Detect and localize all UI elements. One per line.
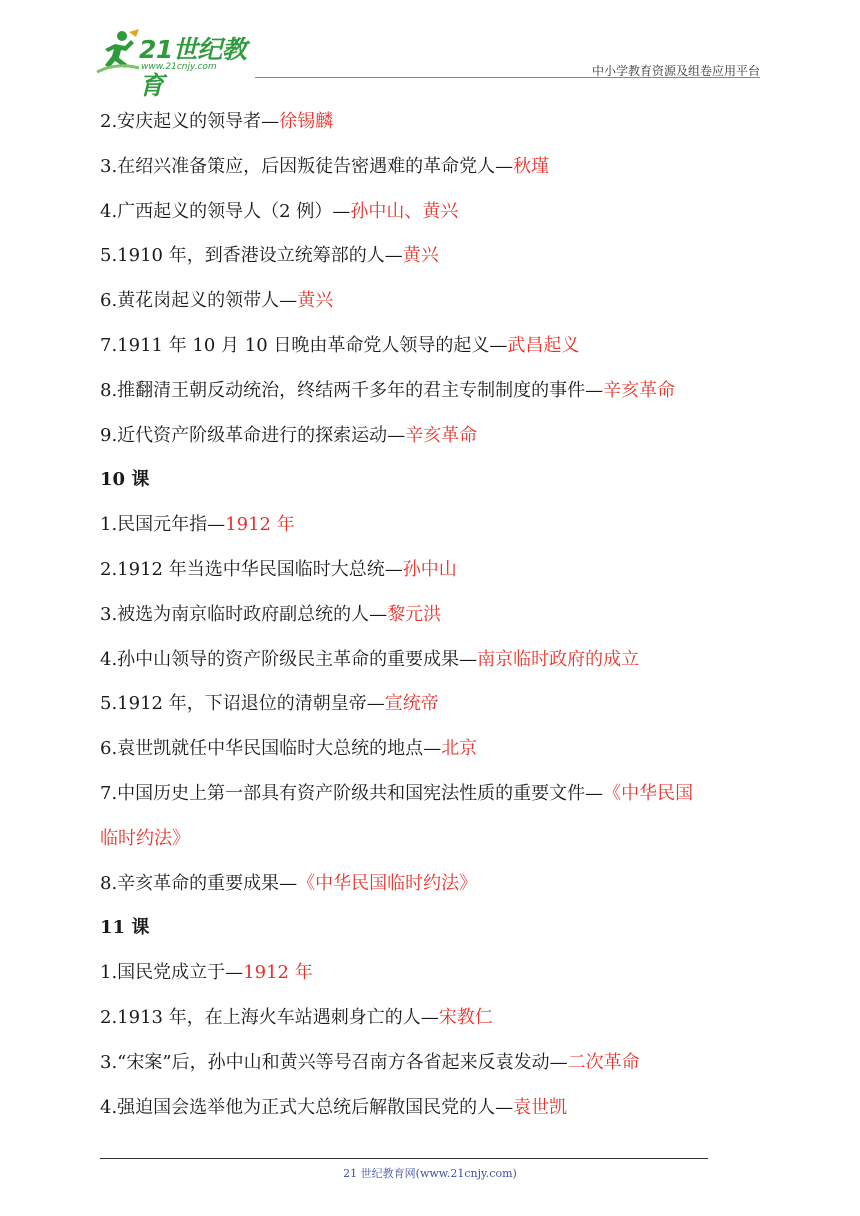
section-heading: 11 课 — [100, 917, 150, 939]
answer: 孙中山、黄兴 — [350, 200, 459, 222]
list-item: 2.1913 年，在上海火车站遇刺身亡的人—宋教仁 — [100, 1006, 493, 1028]
runner-icon — [95, 28, 141, 76]
answer: 徐锡麟 — [279, 111, 334, 132]
list-item: 7.1911 年 10 月 10 日晚由革命党人领导的起义—武昌起义 — [100, 334, 580, 356]
list-item: 8.推翻清王朝反动统治，终结两千多年的君主专制制度的事件—辛亥革命 — [100, 379, 676, 401]
answer: 1912 年 — [225, 514, 295, 536]
answer: 南京临时政府的成立 — [477, 648, 640, 670]
answer: 黄兴 — [402, 245, 439, 267]
header-slogan: 中小学教育资源及组卷应用平台 — [591, 64, 760, 78]
section-heading: 10 课 — [100, 469, 150, 491]
list-item: 5.1910 年，到香港设立统筹部的人—黄兴 — [100, 245, 439, 267]
logo — [95, 28, 265, 100]
answer: 黎元洪 — [387, 603, 442, 625]
logo-text: 21世纪教育 — [139, 35, 247, 100]
answer: 宋教仁 — [438, 1006, 493, 1028]
list-item: 6.黄花岗起义的领带人—黄兴 — [100, 290, 334, 312]
answer: 黄兴 — [297, 290, 334, 312]
answer: 武昌起义 — [507, 334, 580, 356]
list-item: 1.民国元年指—1912 年 — [100, 514, 295, 536]
list-item: 3.在绍兴准备策应，后因叛徒告密遇难的革命党人—秋瑾 — [100, 155, 550, 177]
answer: 宣统帝 — [384, 693, 439, 715]
list-item: 5.1912 年，下诏退位的清朝皇帝—宣统帝 — [100, 693, 439, 715]
list-item: 4.广西起义的领导人（2 例）—孙中山、黄兴 — [100, 200, 459, 222]
list-item: 3.“宋案”后，孙中山和黄兴等号召南方各省起来反袁发动—二次革命 — [100, 1051, 640, 1073]
answer: 辛亥革命 — [405, 424, 478, 446]
answer: 孙中山 — [402, 558, 457, 580]
header-divider — [255, 77, 760, 78]
answer: 北京 — [441, 738, 478, 760]
answer: 二次革命 — [567, 1051, 640, 1073]
list-item: 6.袁世凯就任中华民国临时大总统的地点—北京 — [100, 738, 478, 760]
page-header — [95, 28, 760, 100]
list-item: 3.被选为南京临时政府副总统的人—黎元洪 — [100, 603, 442, 625]
answer: 辛亥革命 — [603, 379, 676, 401]
list-item: 4.强迫国会选举他为正式大总统后解散国民党的人—袁世凯 — [100, 1096, 568, 1118]
answer: 秋瑾 — [513, 155, 550, 177]
list-item: 9.近代资产阶级革命进行的探索运动—辛亥革命 — [100, 424, 478, 446]
list-item-continuation — [100, 817, 765, 862]
answer: 1912 年 — [243, 962, 313, 984]
list-item: 1.国民党成立于—1912 年 — [100, 962, 313, 984]
logo-url: www.21cnjy.com — [141, 62, 217, 72]
answer: 临时约法》 — [100, 827, 190, 849]
answer: 袁世凯 — [513, 1096, 568, 1118]
list-item: 2.1912 年当选中华民国临时大总统—孙中山 — [100, 558, 457, 580]
document-body — [100, 100, 765, 1130]
answer: 《中华民国 — [603, 782, 694, 804]
list-item: 7.中国历史上第一部具有资产阶级共和国宪法性质的重要文件—《中华民国 — [100, 782, 694, 804]
answer: 《中华民国临时约法》 — [297, 872, 478, 894]
list-item: 4.孙中山领导的资产阶级民主革命的重要成果—南京临时政府的成立 — [100, 648, 640, 670]
footer-divider — [100, 1158, 708, 1159]
footer-text: 21 世纪教育网(www.21cnjy.com) — [343, 1167, 517, 1180]
list-item: 8.辛亥革命的重要成果—《中华民国临时约法》 — [100, 872, 478, 894]
list-item: 2.安庆起义的领导者—徐锡麟 — [100, 111, 334, 132]
